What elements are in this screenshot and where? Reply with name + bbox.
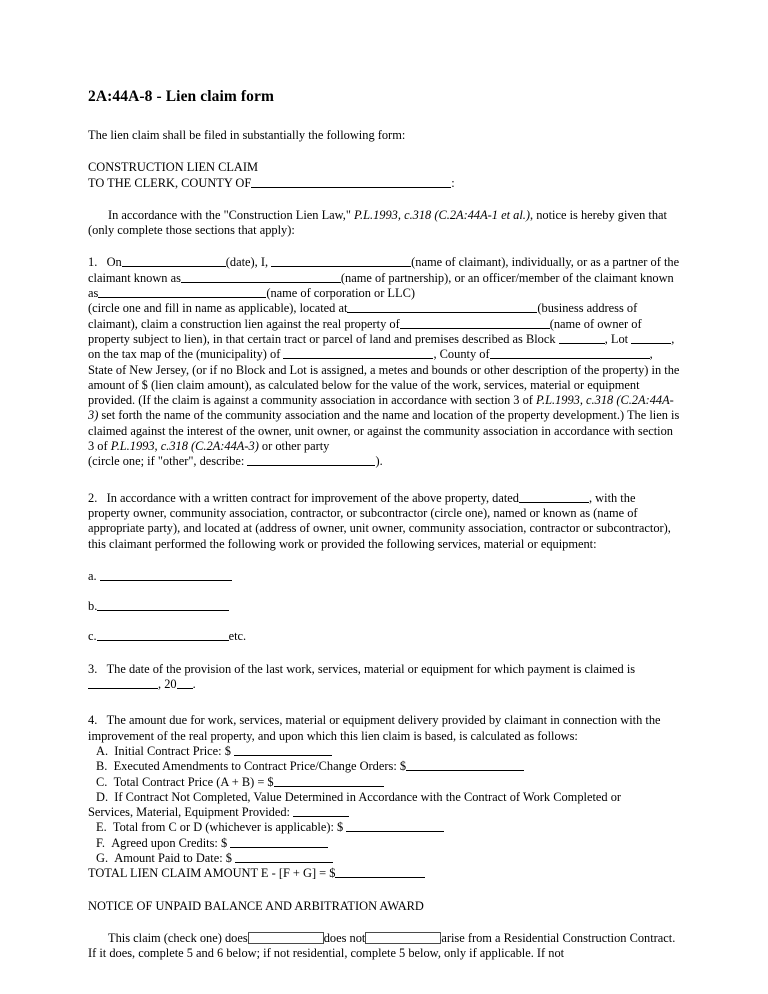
calc-row-a-letter: A. [96,743,109,758]
business-address-blank[interactable] [347,301,537,313]
spacer [88,645,680,662]
notice-text-1: This claim (check one) does [108,930,248,945]
calc-row-b-field[interactable] [406,759,524,771]
item-1-text-4: (name of partnership), or an officer/member of the claimant known as [88,270,674,301]
item-1-text-6: (circle one and fill in name as applicable), located at [88,301,348,316]
accordance-text-1: In accordance with the "Construction Lien Law," [108,207,355,222]
spacer [88,238,680,255]
item-1-text-7: (business address of claimant), claim a construction lien against the real property of [88,301,638,331]
calc-total-field[interactable] [335,866,425,878]
block-blank[interactable] [559,332,605,344]
clerk-county-suffix: : [451,175,455,190]
item-4-text-1: The amount due for work, services, material or equipment delivery provided by claimant in connection with the improvement of the real property, and upon which this lien claim is based, is calculated as follows: [88,713,661,743]
item-1-text-8: (name of owner of property subject to lien), in that certain tract or parcel of land and premises described as Block [88,316,642,346]
statute-citation-a: P.L.1993, c.318 (C.2A:44A-3) [88,393,674,423]
last-work-date-blank[interactable] [88,677,158,689]
work-blank-c-field[interactable] [97,629,229,641]
municipality-blank[interactable] [283,347,433,359]
calc-row-c [88,775,680,790]
calc-row-d-field[interactable] [293,805,349,817]
work-blank-b-field[interactable] [97,599,229,611]
does-checkbox-field[interactable] [248,932,324,944]
item-3-number: 3. [88,661,98,676]
calc-row-a [88,744,680,759]
spacer [88,692,680,713]
item-1-text-10: , on the tax map of the (municipality) of [88,331,675,362]
item-1-text-16: ). [375,454,383,469]
spacer [88,552,680,569]
item-1-text-9: , Lot [604,331,629,346]
spacer [88,882,680,899]
item-2-number: 2. [88,490,98,505]
item-1-text-5: (name of corporation or LLC) [266,286,415,301]
owner-name-blank[interactable] [400,317,550,329]
calc-total-row [88,866,680,881]
item-1-text-14: or other party [258,439,330,454]
date-blank[interactable] [122,255,226,267]
notice-text-2: does not [323,930,366,945]
work-blank-a [88,569,680,584]
calc-total-label: TOTAL LIEN CLAIM AMOUNT E - [F + G] = $ [88,866,336,881]
statute-citation: P.L.1993, c.318 (C.2A:44A-1 et al.) [354,207,531,222]
claim-header-line-2 [88,176,680,191]
spacer [88,584,680,599]
item-3-text-2: , 20 [158,677,177,692]
item-2-text-1: In accordance with a written contract for improvement of the above property, dated [106,490,519,505]
calc-row-f-label: Agreed upon Credits: $ [111,835,228,850]
item-4-number: 4. [88,713,98,728]
claimant-name-blank[interactable] [271,255,411,267]
partnership-name-blank[interactable] [181,271,341,283]
work-blank-b [88,599,680,614]
calc-row-d-label-line-1: If Contract Not Completed, Value Determined in Accordance with the Contract of Work Completed or [114,789,622,804]
calc-row-f [88,836,680,851]
item-2-text-2: , with the property owner, community association, contractor, or subcontractor (circle one), named or known as (name of appropriate party), and located at (address of owner, unit owner, community association, contractor or subcontractor), this claimant performed the following work or provided the following services, material or equipment: [88,490,671,551]
spacer [88,614,680,629]
clerk-county-label: TO THE CLERK, COUNTY OF [88,175,252,190]
calc-row-f-field[interactable] [230,836,328,848]
work-blank-c [88,629,680,644]
calc-row-e-letter: E. [96,820,107,835]
intro-paragraph: The lien claim shall be filed in substantially the following form: [88,128,406,142]
lot-blank[interactable] [631,332,671,344]
calc-row-g-letter: G. [96,850,109,865]
spacer [88,191,680,208]
item-1-text-3: (name of claimant), individually, or as a partner of the claimant known as [88,255,680,285]
spacer [88,470,680,491]
item-1-number: 1. [88,255,98,270]
county-of-blank[interactable] [490,347,650,359]
item-4-paragraph [88,713,680,744]
calc-row-d-label-line-2: Services, Material, Equipment Provided: [88,805,290,820]
calc-row-g [88,851,680,866]
calc-row-c-label: Total Contract Price (A + B) = $ [113,774,274,789]
calc-row-d [88,790,680,805]
accordance-paragraph [88,208,680,239]
calc-row-a-label: Initial Contract Price: $ [114,743,231,758]
calc-row-g-label: Amount Paid to Date: $ [114,850,232,865]
item-2-paragraph [88,491,680,552]
item-1-text-15: (circle one; if "other", describe: [88,454,245,469]
page-title: 2A:44A-8 - Lien claim form [88,88,274,105]
calc-row-e-field[interactable] [346,820,444,832]
other-describe-blank[interactable] [247,454,375,466]
item-1-text-1: On [106,255,122,270]
calc-row-c-letter: C. [96,774,108,789]
work-blank-a-label: a. [88,568,97,583]
notice-text-3: arise from a Residential Construction Contract. If it does, complete 5 and 6 below; if not residential, complete 5 below, only if applicable. If not [88,930,676,961]
item-1-text-2: (date), I, [225,255,269,270]
item-3-paragraph [88,662,680,693]
calc-row-d-continuation [88,805,680,820]
calc-row-b [88,759,680,774]
item-1-text-11: , County of [433,347,490,362]
contract-date-blank[interactable] [519,491,589,503]
spacer [88,143,680,160]
last-work-year-blank[interactable] [177,677,193,689]
item-1-text-12: , State of New Jersey, (or if no Block and Lot is assigned, a metes and bounds or other description of the property) in the amount of $ (lien claim amount), as calculated below for the value of the work, services, material or equipment provided. (If the claim is against a community association in accordance with section 3 of [88,347,680,408]
notice-heading: NOTICE OF UNPAID BALANCE AND ARBITRATION AWARD [88,898,424,913]
work-blank-a-field[interactable] [100,569,232,581]
calc-row-b-letter: B. [96,759,108,774]
work-blank-c-label: c. [88,629,97,644]
calc-row-e [88,820,680,835]
does-not-checkbox-field[interactable] [365,932,441,944]
claim-header-line-1: CONSTRUCTION LIEN CLAIM [88,160,259,175]
calc-row-e-label: Total from C or D (whichever is applicable): $ [112,820,344,835]
spacer [88,914,680,931]
work-blank-c-suffix: etc. [228,629,247,644]
work-blank-b-label: b. [88,599,98,614]
notice-paragraph [88,931,680,962]
calc-row-g-field[interactable] [235,851,333,863]
statute-citation-b: P.L.1993, c.318 (C.2A:44A-3) [110,439,259,454]
item-3-text-3: . [192,677,196,692]
calc-row-a-field[interactable] [234,744,332,756]
county-blank[interactable] [251,176,451,188]
item-1-text-13: set forth the name of the community association and the name and location of the property development.) The lien is claimed against the interest of the owner, unit owner, or against the community association in accordance with section 3 of [88,408,680,454]
calc-row-f-letter: F. [96,835,105,850]
accordance-text-2: , notice is hereby given that (only complete those sections that apply): [88,207,667,238]
calc-row-b-label: Executed Amendments to Contract Price/Change Orders: $ [113,759,407,774]
calc-row-d-letter: D. [96,789,109,804]
calc-row-c-field[interactable] [274,775,384,787]
item-1-paragraph [88,255,680,469]
corporation-name-blank[interactable] [98,286,266,298]
item-3-text-1: The date of the provision of the last work, services, material or equipment for which payment is claimed is [106,661,636,676]
